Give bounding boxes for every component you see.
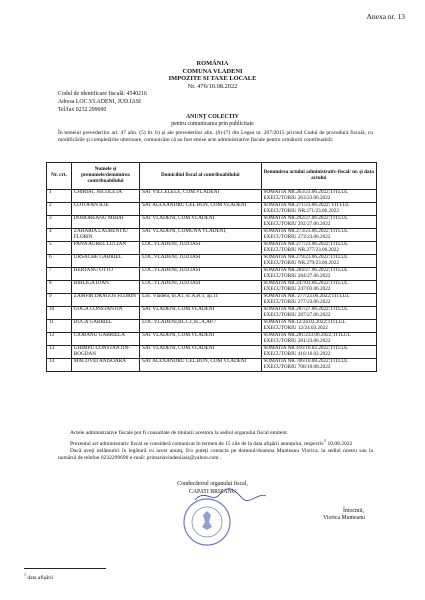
table-row: [47, 190, 377, 203]
posting-date: 10.08.2022: [326, 441, 353, 448]
closing-text: [58, 430, 373, 463]
taxpayer-domicile: SAT ALEXANDRU CEL BUN, COM VLADENI: [140, 203, 261, 216]
taxpayer-name: URSACHE GABRIEL: [71, 255, 139, 268]
taxpayer-name: ZAHARIA LAURENTIU FLORIN: [71, 229, 139, 242]
taxpayer-domicile: Loc. Vladeni, bl.A1, sc.A,et.1, ap.11: [140, 294, 261, 307]
fiscal-act: SOMATIA NR.271/23.06.2022; TITLUL EXECUTORIU NR.271/23.06.2022: [261, 203, 377, 216]
taxpayer-name: MACOVEI ANISOARA: [71, 359, 139, 372]
footnote-divider: [24, 568, 106, 569]
prepared-name: Viorica Munteanu: [323, 515, 365, 521]
table-row: [47, 333, 377, 346]
col-header-act: Denumirea actului administrativ-fiscal/ nr. şi data actului: [261, 163, 377, 190]
table-row: [47, 346, 377, 359]
table-row: [47, 307, 377, 320]
taxpayer-domicile: SAT VLADENI, COM.VLADENI: [140, 333, 261, 346]
fiscal-act: SOMATIA NR.281/233.06.2022;TITLUL EXECUTORIU 281/23.06.2022: [261, 333, 377, 346]
table-row: [47, 229, 377, 242]
fiscal-act: SOMATIA NR.247/03.06.2022;TITLUL EXECUTORIU 247/03.06.2022: [261, 281, 377, 294]
row-number: 10: [47, 307, 72, 320]
official-seal-stamp: [182, 497, 232, 547]
taxpayer-domicile: LOC.VLADENI,BL.C1,SC.A,AP.7: [140, 320, 261, 333]
row-number: 12: [47, 333, 72, 346]
table-row: [47, 281, 377, 294]
contact-paragraph: Dacă aveţi nelămuriri în legătură cu acest anunţ, îl/o puteţi contacta pe domnul/doamna Munteanu Viorica, la sediul nostru sau la numărul de telefon 0232299690 e-mail: primariavladeniiasi@yahoo.com .: [58, 448, 373, 462]
fiscal-act: SOMATIA NR.277/23.06.2022;TITLUL EXECUTORIU NR.277/23.06.2022: [261, 242, 377, 255]
footnote-ref: 1: [323, 438, 327, 444]
taxpayers-table: [46, 162, 377, 372]
head-role: Conducătorul organului fiscal,: [177, 481, 248, 487]
issuer-phone: Tel/fax 0232 299690: [58, 107, 107, 114]
table-row: [47, 320, 377, 333]
fiscal-act: SOMATIA NR.292/27.06.2022;TITLUL EXECUTORIU 292/27.06.2022: [261, 216, 377, 229]
taxpayer-name: ZAMFIR DRAGOS FLORIN: [71, 294, 139, 307]
taxpayer-domicile: SAT VLADENI, COMUNA VLADENI,: [140, 229, 261, 242]
taxpayer-domicile: SAT ALEXANDRU CEL BUN, COM VLADENI: [140, 359, 261, 372]
fiscal-act: SOMATIA NR.416/16.02.2022;TITLUL EXECUTORIU 416/16.02.2022: [261, 346, 377, 359]
row-number: 14: [47, 359, 72, 372]
table-row: [47, 203, 377, 216]
col-header-nr: Nr. crt.: [47, 163, 72, 190]
document-number: Nr. 476/10.08.2022: [187, 82, 238, 90]
notice-title-block: [0, 114, 425, 128]
prepared-label: Întocmit,: [343, 508, 365, 514]
taxpayer-domicile: SAT VLADENI, COM.VLADENI: [140, 346, 261, 359]
row-number: 6: [47, 255, 72, 268]
issuer-details: [58, 90, 147, 115]
taxpayer-name: PANA AUREL LUCIAN: [71, 242, 139, 255]
notice-subtitle: pentru comunicarea prin publicitate: [171, 121, 254, 127]
fiscal-act: SOMATIA NR.263/23.06.2022;TITLUL EXECUTORIU 263/23.06.2022: [261, 190, 377, 203]
taxpayer-name: CHIRIAC NICOLETA: [71, 190, 139, 203]
taxpayer-domicile: LOC.VLADENI, JUD.IASI: [140, 281, 261, 294]
footnote: [24, 572, 53, 581]
row-number: 2: [47, 203, 72, 216]
taxpayer-name: BUGA GABRIEL: [71, 320, 139, 333]
row-number: 1: [47, 190, 72, 203]
head-name: CAPATI BRIZANU: [189, 489, 236, 495]
taxpayer-domicile: SAT VLADENI, COM.VLADENI: [140, 216, 261, 229]
fiscal-act: SOMATIA NR.284/27.06.2022;TITLUL EXECUTORIU 284/27.06.2022: [261, 268, 377, 281]
footnote-mark: 1: [24, 572, 26, 577]
row-number: 4: [47, 229, 72, 242]
communication-text: Prezentul act administrativ fiscal se consideră comunicat în termen de 15 zile de la data afişării anunţului, respectiv: [70, 441, 324, 448]
header-department: IMPOZITE SI TAXE LOCALE: [168, 75, 257, 83]
row-number: 9: [47, 294, 72, 307]
fiscal-act: SOMATIA NR.12/24.03.2022;TITLUL EXECUTORIU 12/24.03.2022: [261, 320, 377, 333]
annex-number: Anexa nr. 13: [366, 12, 405, 21]
table-row: [47, 268, 377, 281]
fiscal-act: SOMATIA NR.279/23.06.2022;TITLUL EXECUTORIU NR.279/23.06.2022: [261, 255, 377, 268]
col-header-domicile: Domiciliul fiscal al contribuabilului: [140, 163, 261, 190]
taxpayer-name: HERTANU OTTO: [71, 268, 139, 281]
taxpayer-name: COTOFAN ILIE: [71, 203, 139, 216]
row-number: 5: [47, 242, 72, 255]
taxpayer-domicile: SAT VILCELELE, COM.VLADENI: [140, 190, 261, 203]
table-row: [47, 294, 377, 307]
table-body: [47, 190, 377, 372]
table-row: [47, 359, 377, 372]
fiscal-act: SOMATIA NR.706/10.08.2022;TITLUL EXECUTORIU 706/10.08.2022: [261, 359, 377, 372]
fiscal-act: SOMATIA NR.273/23.06.2022;TITLUL EXECUTORIU 273/23.06.2022: [261, 229, 377, 242]
footnote-text: data afişării: [26, 574, 54, 581]
communication-paragraph: [58, 437, 373, 448]
row-number: 7: [47, 268, 72, 281]
taxpayer-domicile: LOC.VLADENI, JUD.IASI: [140, 242, 261, 255]
table-row: [47, 216, 377, 229]
notice-title: ANUNŢ COLECTIV: [186, 114, 239, 120]
row-number: 8: [47, 281, 72, 294]
taxpayer-name: DOHOREANU MIHAI: [71, 216, 139, 229]
table-row: [47, 242, 377, 255]
table-row: [47, 255, 377, 268]
prepared-by-block: [323, 508, 365, 522]
col-header-name: Numele şi prenumele/denumirea contribuabilului: [71, 163, 139, 190]
fiscal-act: SOMATIA NR.287/27.06.2022;TITLUL EXECUTORIU 287/27.06.2022: [261, 307, 377, 320]
row-number: 3: [47, 216, 72, 229]
table-header-row: [47, 163, 377, 190]
header-commune: COMUNA VLADENI: [182, 67, 243, 75]
intro-paragraph: În temeiul prevederilor art. 47 alin. (5) lit. b) şi ale prevederilor alin. (6)-(7) din Legea nr. 207/2015 privind Codul de procedură fiscală, cu modificările şi completările ulterioare, comunicăm că au fost emise acte administrative fiscale pentru următorii contribuabili:: [58, 130, 373, 144]
row-number: 13: [47, 346, 72, 359]
taxpayer-name: GHIMPU CONSTANTIN-BOGDAN: [71, 346, 139, 359]
consult-paragraph: Actele administrative fiscale pot fi consultate de titularii acestora la sediul organului fiscal emitent.: [70, 430, 288, 436]
taxpayer-domicile: LOC.VLADENI, JUD.IASI: [140, 268, 261, 281]
issuer-address: Adresa LOC.VLADENI, JUD.IASI: [58, 99, 141, 106]
taxpayer-name: GOGA CONSTANTIN: [71, 307, 139, 320]
header-block: [0, 60, 425, 90]
taxpayer-name: BIRLIGA IOAN: [71, 281, 139, 294]
header-country: ROMÂNIA: [196, 60, 229, 67]
fiscal-act: SOMATIA NR. 277/23.06.2022;TITLUL EXECUTORIU 277/23.06.2022: [261, 294, 377, 307]
taxpayer-domicile: SAT VLADENI, COM.VLADENI: [140, 307, 261, 320]
row-number: 11: [47, 320, 72, 333]
taxpayer-domicile: LOC.VLADENI, JUD.IASI: [140, 255, 261, 268]
taxpayer-name: CIOBANU GABRIELA: [71, 333, 139, 346]
fiscal-code: Codul de identificare fiscală: 4540216: [58, 91, 147, 97]
